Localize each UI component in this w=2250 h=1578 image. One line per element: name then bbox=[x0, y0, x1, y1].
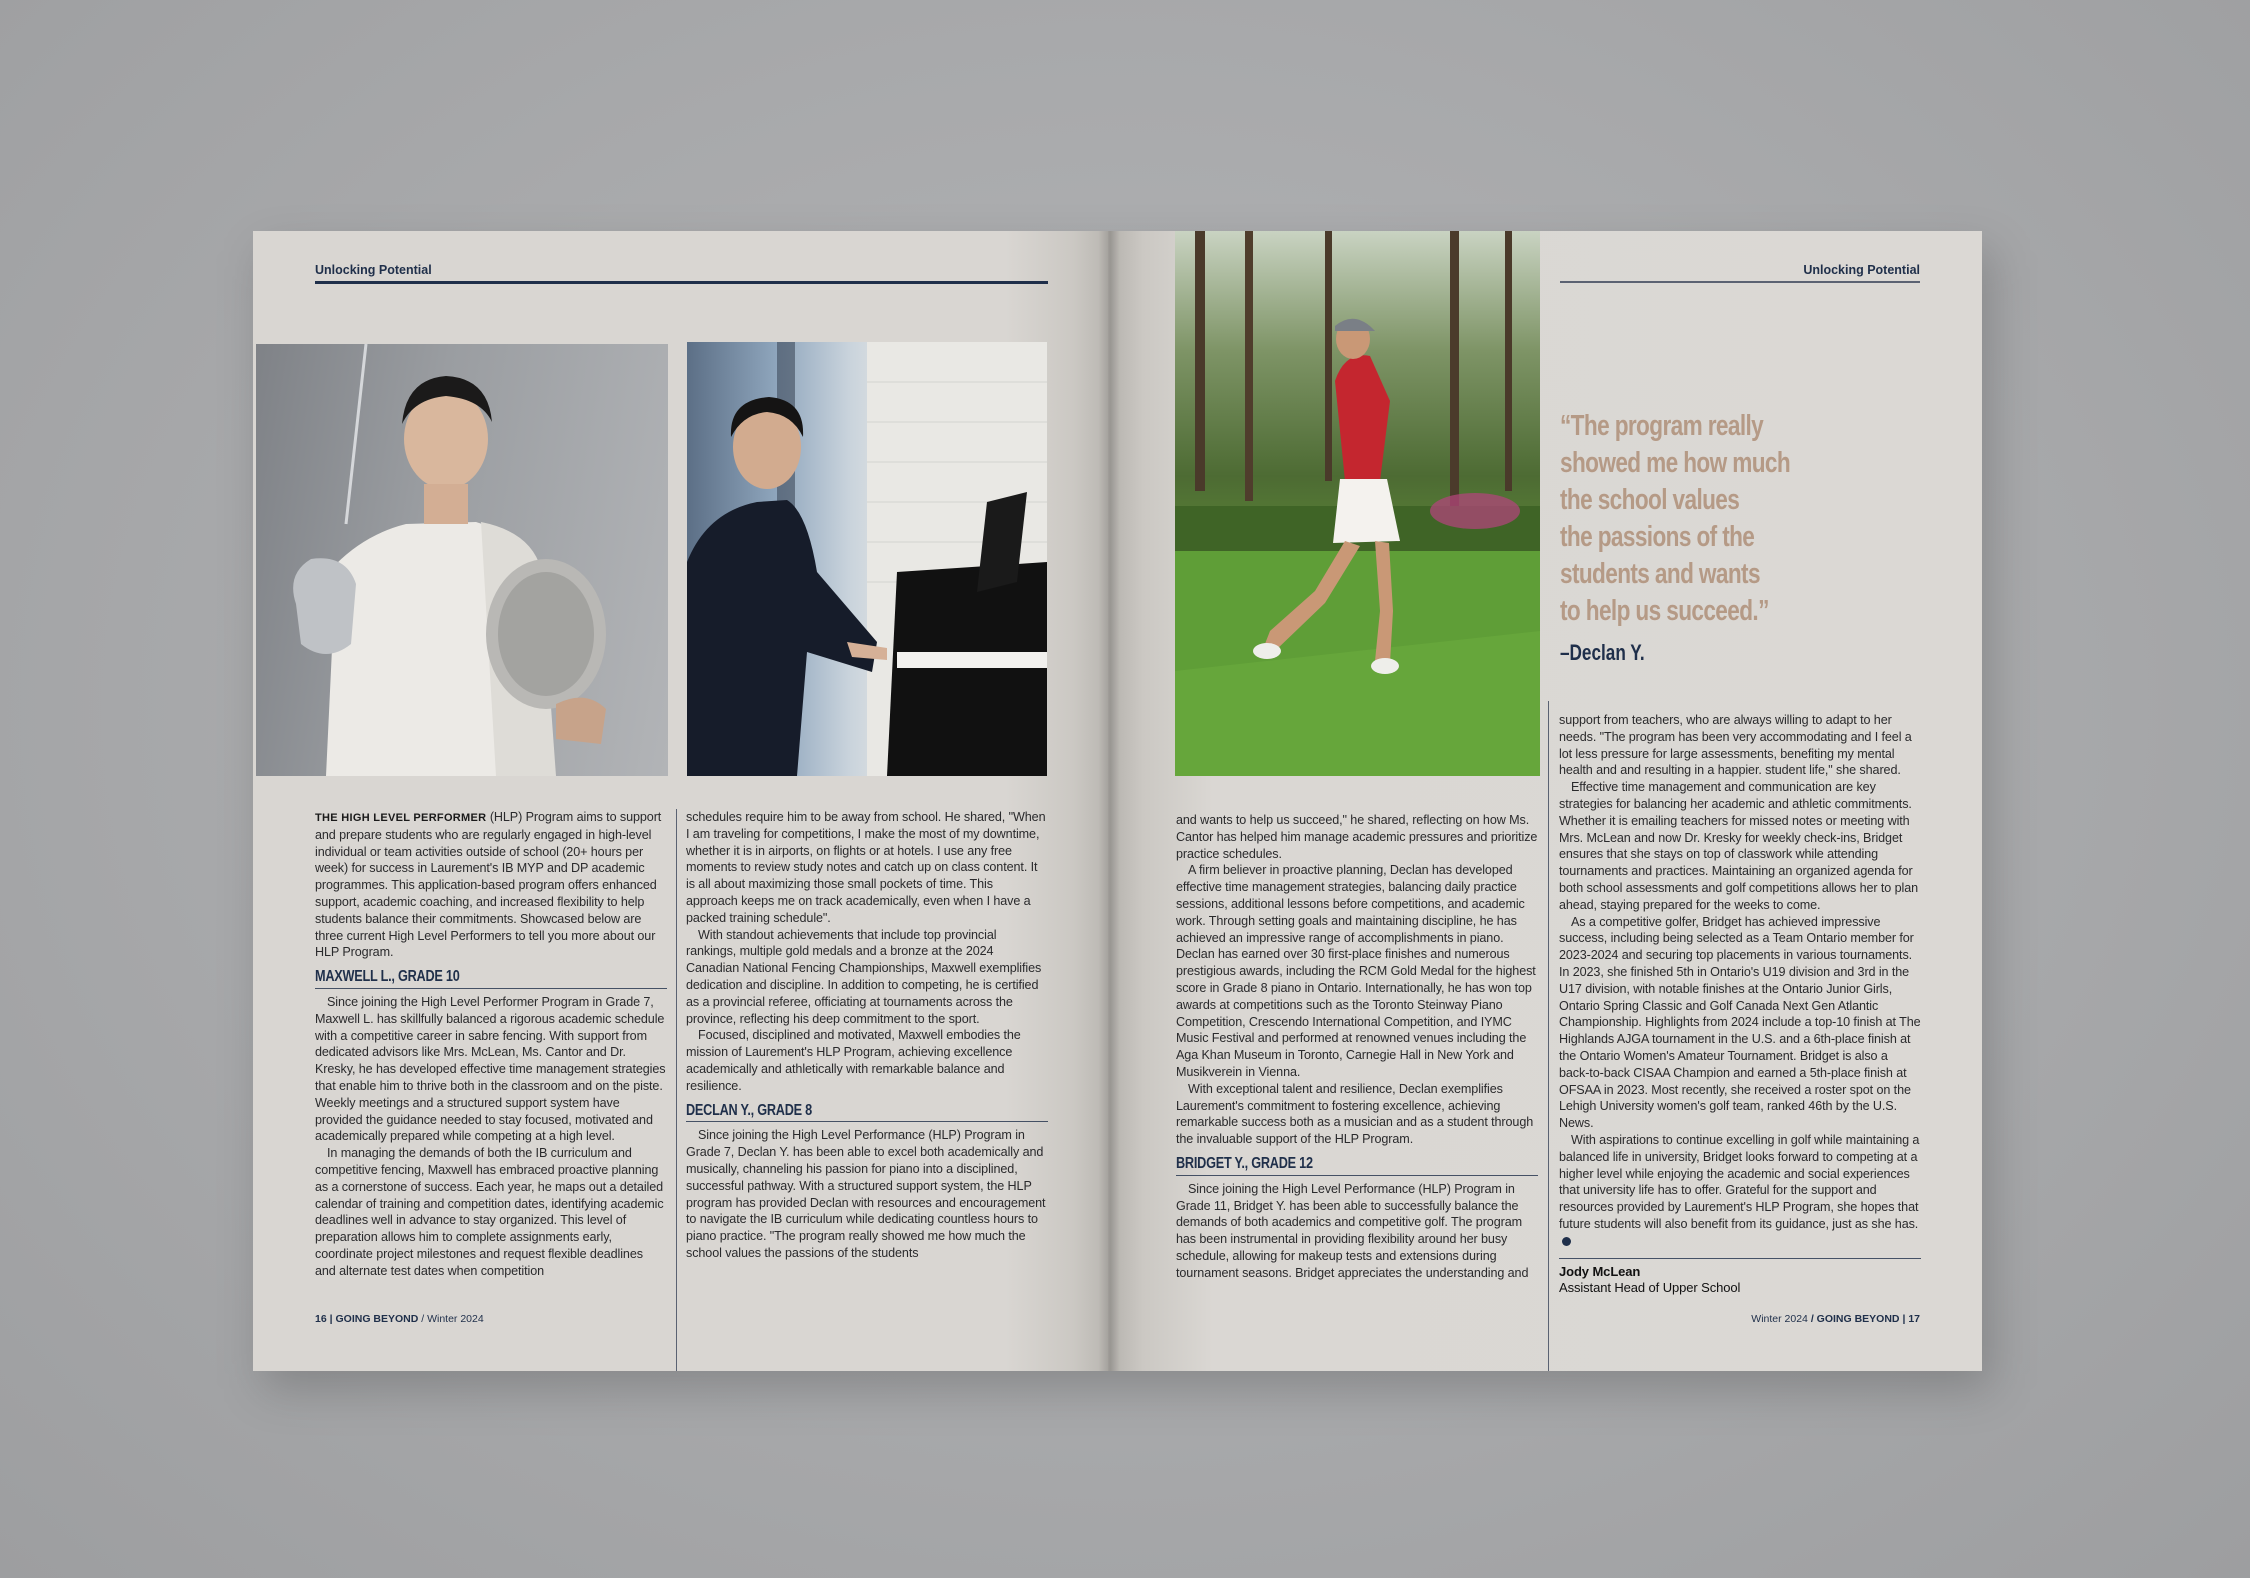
declan-paragraph-2: and wants to help us succeed," he shared, reflecting on how Ms. Cantor has helped him manage academic pressures and prioritize practice schedules. bbox=[1176, 813, 1538, 861]
left-column-1 bbox=[315, 809, 667, 1280]
right-page bbox=[1108, 231, 1982, 1371]
pull-quote bbox=[1560, 408, 1794, 630]
declan-paragraph-3: A firm believer in proactive planning, Declan has developed effective time management strategies, balancing daily practice sessions, additional lessons before competitions, and academic work. Through setting goals and maintaining discipline, he has achieved an impressive range of accomplishments in piano. Declan has earned over 30 first-place finishes and numerous prestigious awards, including the RCM Gold Medal for the highest score in Grade 8 piano in Ontario. Internationally, he has won top awards at competitions such as the Toronto Steinway Piano Competition, Crescendo International Competition, and IYMC Music Festival and performed at renowned venues including the Aga Khan Museum in Toronto, Carnegie Hall in New York and Musikverein in Vienna. bbox=[1176, 863, 1536, 1079]
pull-quote-line-3: the school values bbox=[1560, 484, 1740, 516]
signature-rule bbox=[1559, 1258, 1921, 1259]
maxwell-heading-rule bbox=[315, 988, 667, 989]
issue-right: Winter 2024 bbox=[1751, 1313, 1808, 1325]
bridget-heading-rule bbox=[1176, 1175, 1538, 1176]
running-head-left: Unlocking Potential bbox=[315, 263, 432, 277]
page-number-right: 17 bbox=[1908, 1313, 1920, 1325]
footer-right: Winter 2024 / GOING BEYOND | 17 bbox=[1751, 1313, 1920, 1325]
intro-lead: THE HIGH LEVEL PERFORMER bbox=[315, 812, 487, 824]
publication-left: GOING BEYOND bbox=[335, 1313, 419, 1325]
running-head-right: Unlocking Potential bbox=[1803, 263, 1920, 277]
maxwell-paragraph-3: schedules require him to be away from school. He shared, "When I am traveling for competitions, I make the most of my downtime, whether it is in airports, on flights or at hotels. I use any free moments to review study notes and catch up on class content. It is all about maximizing those small pockets of time. This approach keeps me on track academically, even when I have a packed training schedule". bbox=[686, 810, 1046, 925]
bridget-paragraph-3: Effective time management and communication are key strategies for balancing her academic and athletic commitments. Whether it is emailing teachers for missed notes or meeting with Mrs. McLean and now Dr. Kresky for weekly check-ins, Bridget ensures that she stays on top of classwork while attending tournaments and practices. Maintaining an organized agenda for both school assessments and golf competitions allows her to plan ahead, staying prepared for the weeks to come. bbox=[1559, 780, 1919, 912]
maxwell-paragraph-5: Focused, disciplined and motivated, Maxwell embodies the mission of Laurement's HLP Program, achieving excellence academically and athletically with remarkable balance and resilience. bbox=[686, 1028, 1021, 1093]
maxwell-paragraph-4: With standout achievements that include top provincial rankings, multiple gold medals and a bronze at the 2024 Canadian National Fencing Championships, Maxwell exemplifies dedication and discipline. In addition to competing, he is certified as a provincial referee, officiating at tournaments across the province, reflecting his deep commitment to the sport. bbox=[686, 927, 1042, 1026]
end-mark-icon bbox=[1562, 1237, 1571, 1246]
bridget-heading: BRIDGET Y., GRADE 12 bbox=[1176, 1154, 1313, 1172]
fencer-photo bbox=[256, 344, 668, 776]
bridget-paragraph-2: support from teachers, who are always willing to adapt to her needs. "The program has been very accommodating and I feel a lot less pressure for large assessments, benefiting my mental health and and resulting in a happier. student life," she shared. bbox=[1559, 713, 1912, 778]
intro-text: (HLP) Program aims to support and prepare students who are regularly engaged in high-level individual or team activities outside of school (20+ hours per week) for success in Laurement's IB MYP and DP academic programmes. This application-based program offers enhanced support, academic coaching, and increased flexibility to help students balance their commitments. Showcased below are three current High Level Performers to tell you more about our HLP Program. bbox=[315, 810, 662, 960]
declan-heading-rule bbox=[686, 1121, 1048, 1122]
pull-quote-line-6: to help us succeed.” bbox=[1560, 595, 1769, 627]
maxwell-paragraph-1: Since joining the High Level Performer Program in Grade 7, Maxwell L. has skillfully balanced a rigorous academic schedule with a competitive career in sabre fencing. With support from dedicated advisors like Mrs. McLean, Ms. Cantor and Dr. Kresky, he has developed effective time management strategies that enable him to thrive both in the classroom and on the piste. Weekly meetings and a structured support system have provided the guidance needed to stay focused, motivated and academically prepared while competing at a high level. bbox=[315, 994, 666, 1144]
pull-quote-attribution: –Declan Y. bbox=[1560, 640, 1645, 665]
publication-right: GOING BEYOND bbox=[1816, 1313, 1900, 1325]
declan-paragraph-4: With exceptional talent and resilience, Declan exemplifies Laurement's commitment to fostering excellence, achieving remarkable success both as a musician and as a student through the invaluable support of the HLP Program. bbox=[1176, 1081, 1534, 1147]
pull-quote-line-5: students and wants bbox=[1560, 558, 1760, 590]
maxwell-paragraph-2: In managing the demands of both the IB curriculum and competitive fencing, Maxwell has embraced proactive planning as a cornerstone of success. Each year, he maps out a detailed calendar of training and competition dates, identifying academic deadlines well in advance to stay organized. This level of preparation allows him to complete assignments early, coordinate project milestones and request flexible deadlines and alternate test dates when competition bbox=[315, 1146, 664, 1278]
signature-title: Assistant Head of Upper School bbox=[1559, 1280, 1741, 1296]
pianist-illustration bbox=[687, 342, 1047, 776]
signature-name: Jody McLean bbox=[1559, 1263, 1641, 1279]
right-column-1 bbox=[1176, 812, 1538, 1282]
bridget-paragraph-5: With aspirations to continue excelling in golf while maintaining a balanced life in university, Bridget looks forward to competing at a higher level while enjoying the academic and social experiences that university life has to offer. Grateful for the support and resources provided by Laurement's HLP Program, she hopes that future students will also benefit from its guidance, just as she has. bbox=[1559, 1132, 1920, 1231]
maxwell-heading: MAXWELL L., GRADE 10 bbox=[315, 968, 460, 986]
issue-left: Winter 2024 bbox=[427, 1313, 484, 1325]
footer-left: 16 | GOING BEYOND / Winter 2024 bbox=[315, 1313, 484, 1325]
column-divider-right bbox=[1548, 701, 1549, 1371]
pull-quote-line-4: the passions of the bbox=[1560, 521, 1755, 553]
golfer-illustration bbox=[1175, 231, 1540, 776]
page-number-left: 16 bbox=[315, 1313, 327, 1325]
declan-heading: DECLAN Y., GRADE 8 bbox=[686, 1101, 812, 1119]
left-page bbox=[253, 231, 1108, 1371]
right-column-2 bbox=[1559, 712, 1921, 1297]
pianist-photo bbox=[687, 342, 1047, 776]
bridget-paragraph-4: As a competitive golfer, Bridget has achieved impressive success, including being selected as a Team Ontario member for 2023-2024 and securing top placements in various tournaments. In 2023, she finished 5th in Ontario's U19 division and 3rd in the U17 division, with notable finishes at the Ontario Junior Girls, Ontario Spring Classic and Golf Canada Next Gen Atlantic Championship. Highlights from 2024 include a top-10 finish at The Highlands AJGA tournament in the U.S. and a 6th-place finish at the Ontario Women's Amateur Tournament. Bridget is also a back-to-back CISAA Champion and earned a 5th-place finish at OFSAA in 2023. Most recently, she received a roster spot on the Lehigh University women's golf team, ranked 46th by the U.S. News. bbox=[1559, 914, 1921, 1131]
golfer-photo bbox=[1175, 231, 1540, 776]
bridget-paragraph-1: Since joining the High Level Performance (HLP) Program in Grade 11, Bridget Y. has been able to successfully balance the demands of both academics and competitive golf. The program has been instrumental in providing flexibility around her busy schedule, allowing for makeup tests and extensions during tournament seasons. Bridget appreciates the understanding and bbox=[1176, 1181, 1529, 1280]
column-divider-left bbox=[676, 809, 677, 1371]
spine-gutter bbox=[1098, 231, 1120, 1371]
header-rule-left bbox=[315, 281, 1048, 284]
pull-quote-line-2: showed me how much bbox=[1560, 447, 1791, 479]
left-column-2 bbox=[686, 809, 1048, 1262]
pull-quote-line-1: “The program really bbox=[1560, 410, 1764, 442]
header-rule-right bbox=[1560, 281, 1920, 283]
declan-paragraph-1: Since joining the High Level Performance (HLP) Program in Grade 7, Declan Y. has been able to excel both academically and musically, channeling his passion for piano into a disciplined, successful pathway. With a structured support system, the HLP program has provided Declan with resources and encouragement to navigate the IB curriculum while dedicating countless hours to piano practice. "The program really showed me how much the school values the passions of the students bbox=[686, 1128, 1046, 1260]
fencer-illustration bbox=[256, 344, 668, 776]
